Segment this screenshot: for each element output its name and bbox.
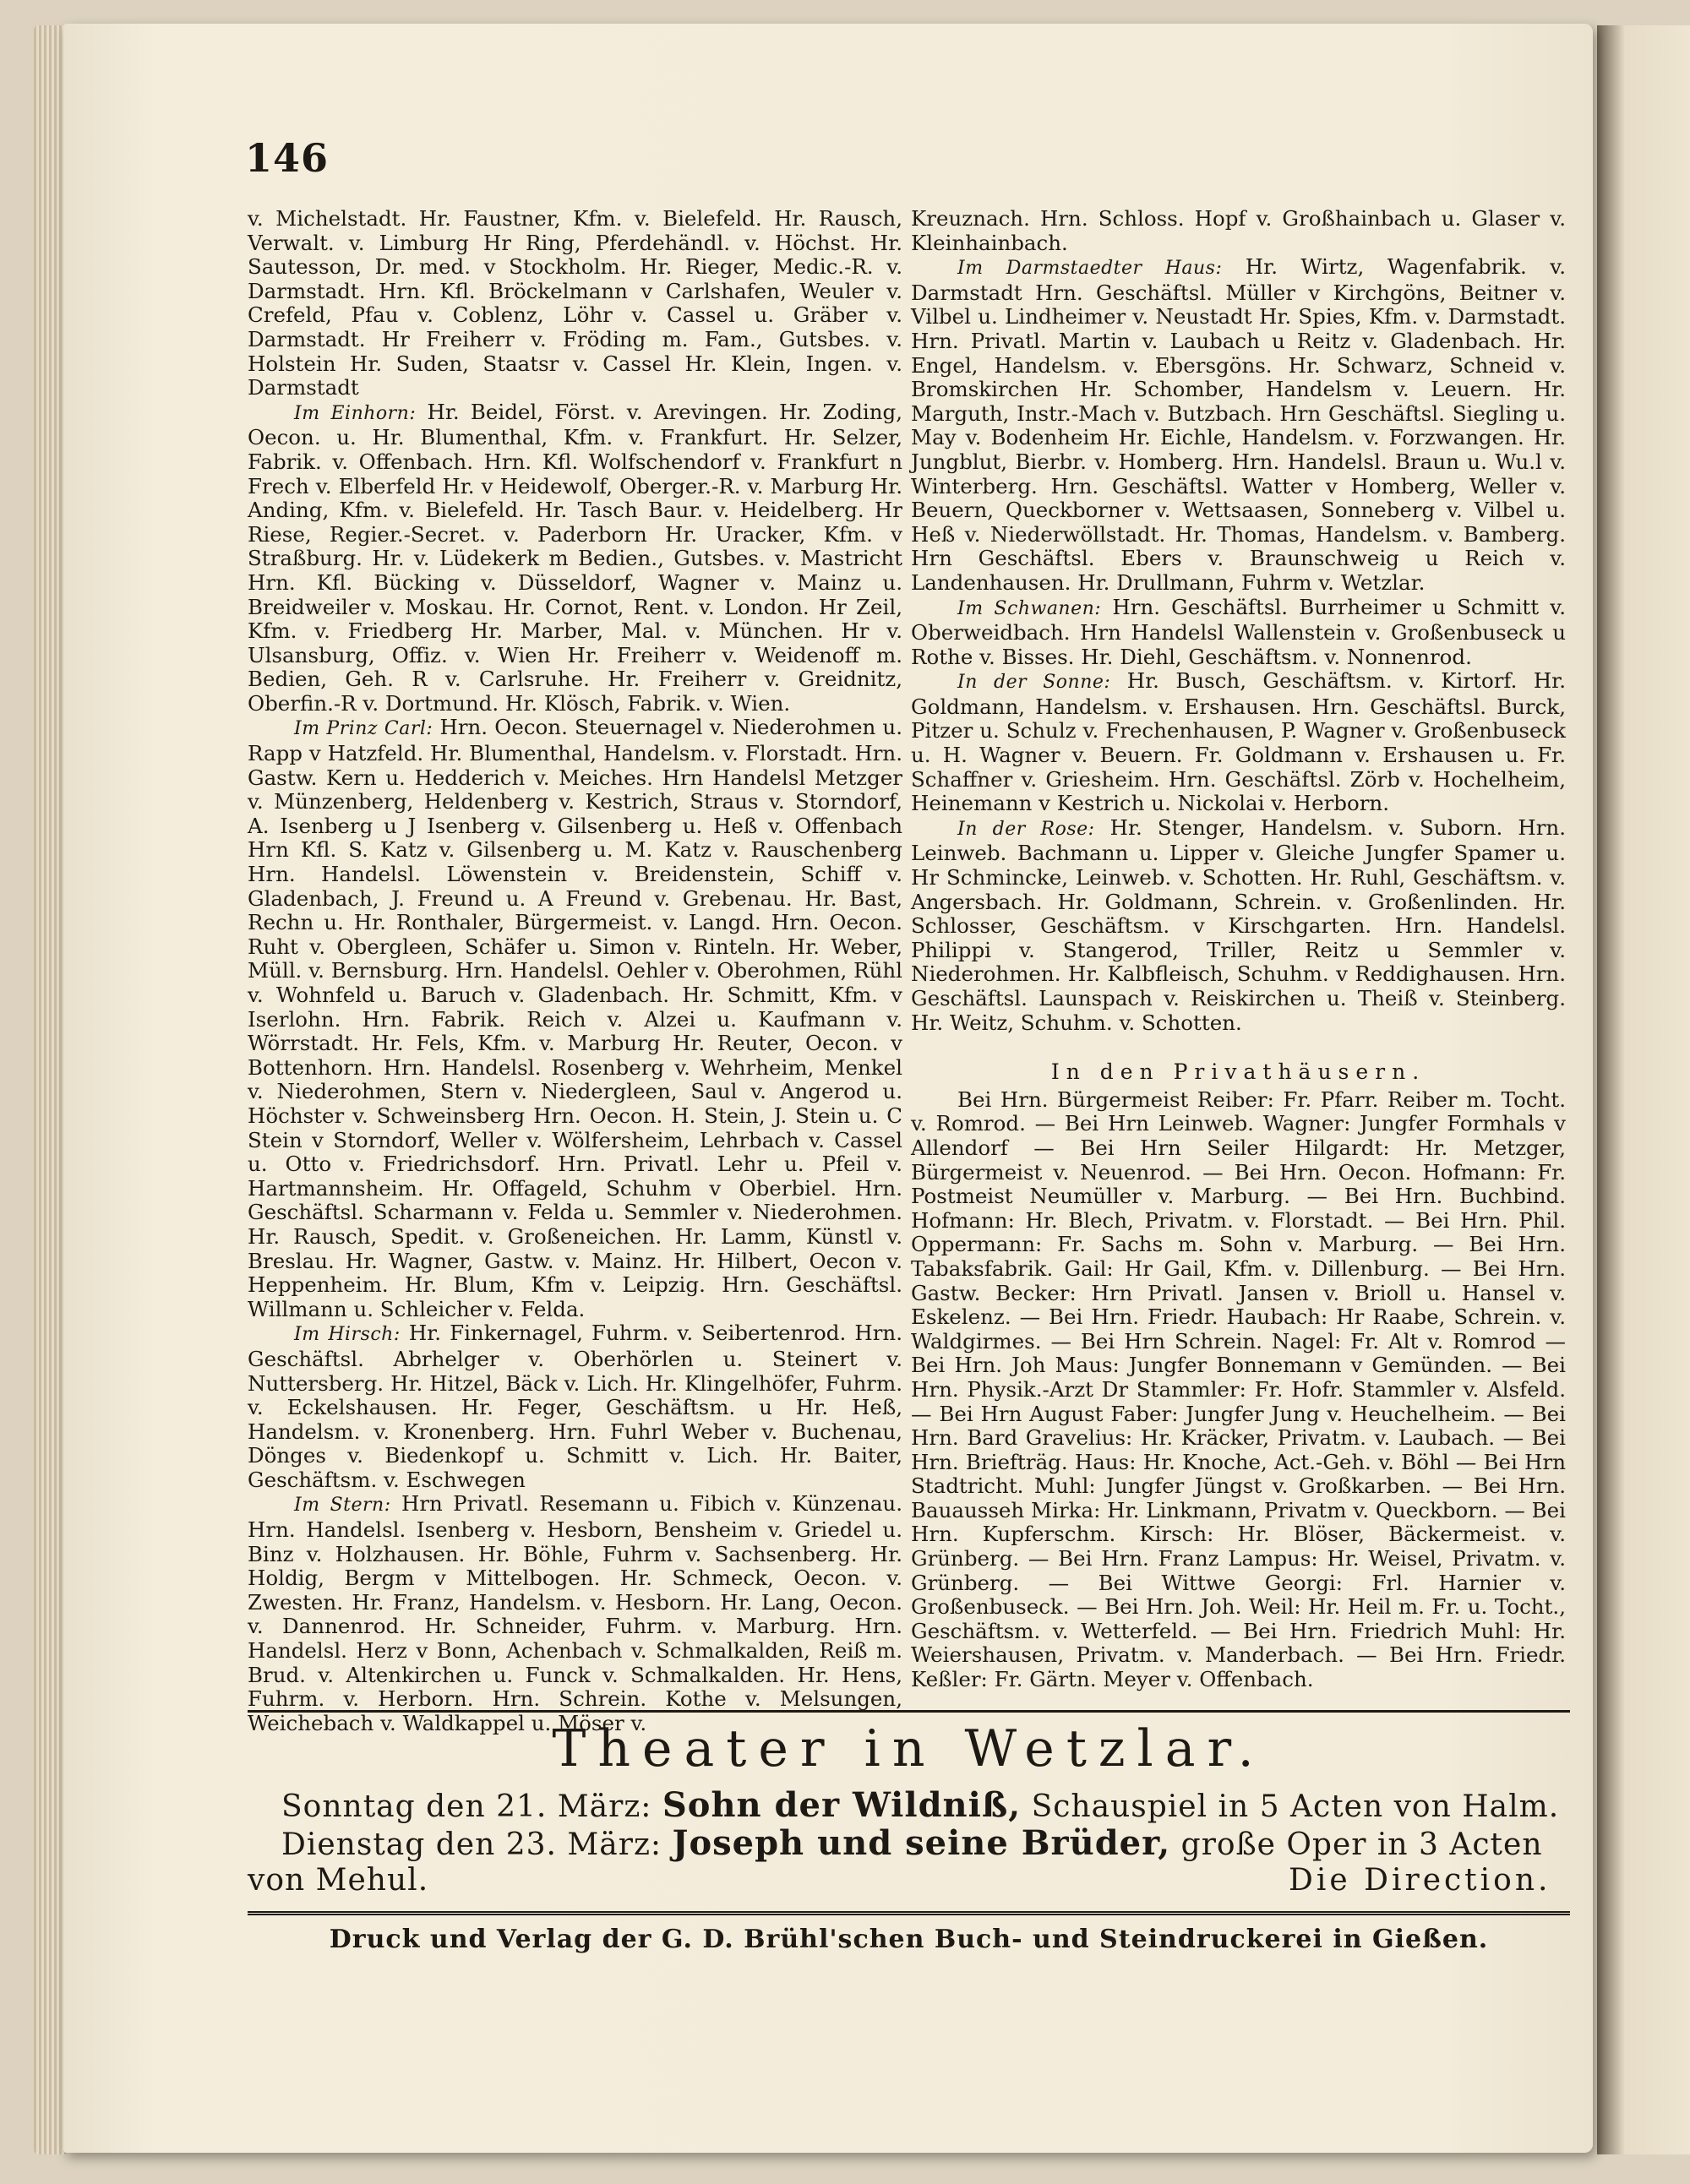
page-number: 146 bbox=[245, 135, 330, 181]
guest-entries: Hr. Wirtz, Wagenfabrik. v. Darmstadt Hrn. Geschäftsl. Müller v Kirchgöns, Beitner v. Vilbel u. Lindheimer v. Neustadt Hr. Spies, Kfm. v. Darmstadt. Hrn. Privatl. Martin v. Laubach u Reitz v. Gladenbach. Hr. Engel, Handelsm. v. Ebersgöns. Hr. Schwarz, Schneid v. Bromskirchen Hr. Schomber, Handelsm v. Leuern. Hr. Marguth, Instr.-Mach v. Butzbach. Hrn Geschäftsl. Siegling u. May v. Bodenheim Hr. Eichle, Handelsm. v. Forzwangen. Hr. Jungblut, Bierbr. v. Homberg. Hrn. Handelsl. Braun u. Wu.l v. Winterberg. Hrn. Geschäftsl. Watter v Homberg, Weller v. Beuern, Queckborner v. Wettsaasen, Sonneberg v. Vilbel u. Heß v. Niederwöllstadt. Hr. Thomas, Handelsm. v. Bamberg. Hrn Geschäftsl. Ebers v. Braunschweig u Reich v. Landenhausen. Hr. Drullmann, Fuhrm v. Wetzlar. bbox=[911, 254, 1567, 595]
play-description: Schauspiel in 5 Acten von Halm. bbox=[1031, 1789, 1560, 1824]
play-description: große Oper in 3 Acten bbox=[1180, 1827, 1543, 1862]
guest-entries: Hr. Stenger, Handelsm. v. Suborn. Hrn. Leinweb. Bachmann u. Lipper v. Gleiche Jungfer Spamer u. Hr Schmincke, Leinweb. v. Schotten. Hr. Ruhl, Geschäftsm. v. Angersbach. Hr. Goldmann, Schrein. v. Großenlinden. Hr. Schlosser, Geschäftsm. v Kirschgarten. Hrn. Handelsl. Philippi v. Stangerod, Triller, Reitz u Semmler v. Niederohmen. Hr. Kalbfleisch, Schuhm. v Reddighausen. Hrn. Geschäftsl. Launspach v. Reiskirchen u. Theiß v. Steinberg. Hr. Weitz, Schuhm. v. Schotten. bbox=[911, 814, 1566, 1035]
hotel-name: Im Einhorn: bbox=[294, 402, 417, 424]
private-houses-heading: In den Privathäusern. bbox=[1050, 1059, 1426, 1085]
facing-page-edge bbox=[1597, 25, 1690, 2154]
book-page-edges bbox=[34, 25, 68, 2154]
performance-date: Sonntag den 21. März: bbox=[281, 1789, 652, 1824]
private-houses-list: Bei Hrn. Bürgermeist Reiber: Fr. Pfarr. Reiber m. Tocht. v. Romrod. — Bei Hrn Leinweb. Wagner: Jungfer Formhals v Allendorf — Bei Hrn Seiler Hilgardt: Hr. Metzger, Bürgermeist v. Neuenrod. — Bei Hrn. Oecon. Hofmann: Fr. Postmeist Neumüller v. Marburg. — Bei Hrn. Buchbind. Hofmann: Hr. Blech, Privatm. v. Florstadt. — Bei Hrn. Phil. Oppermann: Fr. Sachs m. Sohn v. Marburg. — Bei Hrn. Tabaksfabrik. Gail: Hr Gail, Kfm. v. Dillenburg. — Bei Hrn. Gastw. Becker: Hrn Privatl. Jansen v. Brioll u. Hansel v. Eskelenz. — Bei Hrn. Friedr. Haubach: Hr Raabe, Schrein. v. Waldgirmes. — Bei Hrn Schrein. Nagel: Fr. Alt v. Romrod — Bei Hrn. Joh Maus: Jungfer Bonnemann v Gemünden. — Bei Hrn. Physik.-Arzt Dr Stammler: Fr. Hofr. Stammler v. Alsfeld. — Bei Hrn August Faber: Jungfer Jung v. Heuchelheim. — Bei Hrn. Bard Gravelius: Hr. Kräcker, Privatm. v. Laubach. — Bei Hrn. Briefträg. Haus: Hr. Knoche, Act.-Geh. v. Böhl — Bei Hrn Stadtricht. Muhl: Jungfer Jüngst v. Großkarben. — Bei Hrn. Bauausseh Mirka: Hr. Linkmann, Privatm v. Queckborn. — Bei Hrn. Kupferschm. Kirsch: Hr. Blöser, Bäckermeist. v. Grünberg. — Bei Hrn. Franz Lampus: Hr. Weisel, Privatm. v. Grünberg. — Bei Wittwe Georgi: Frl. Harnier v. Großenbuseck. — Bei Hrn. Joh. Weil: Hr. Heil m. Fr. u. Tocht., Geschäftsm. v. Wetterfeld. — Bei Hrn. Friedrich Muhl: Hr. Weiershausen, Privatm. v. Manderbach. — Bei Hrn. Friedr. Keßler: Fr. Gärtn. Meyer v. Offenbach. bbox=[911, 1087, 1566, 1692]
play-title: Sohn der Wildniß, bbox=[662, 1785, 1022, 1825]
hotel-guest-list bbox=[911, 255, 1566, 595]
hotel-guest-list bbox=[911, 816, 1566, 1035]
performance-date: Dienstag den 23. März: bbox=[281, 1827, 662, 1862]
printer-imprint: Druck und Verlag der G. D. Brühl'schen Buch- und Steindruckerei in Gießen. bbox=[329, 1925, 1489, 1954]
hotel-name: In der Rose: bbox=[957, 818, 1095, 840]
hotel-name: Im Prinz Carl: bbox=[294, 718, 433, 740]
hotel-name: Im Stern: bbox=[294, 1495, 391, 1517]
guest-entries: Hrn. Geschäftsl. Burrheimer u Schmitt v. Oberweidbach. Hrn Handelsl Wallenstein v. Großenbuseck u Rothe v. Bisses. Hr. Diehl, Geschäftsm. v. Nonnenrod. bbox=[911, 594, 1566, 669]
hotel-guest-list bbox=[248, 1321, 902, 1492]
direction-signature: Die Direction. bbox=[1289, 1863, 1551, 1898]
left-column bbox=[248, 207, 902, 1735]
theater-title: Theater in Wetzlar. bbox=[552, 1719, 1266, 1778]
right-column bbox=[911, 207, 1566, 1692]
guest-entries: Hrn. Oecon. Steuernagel v. Niederohmen u. Rapp v Hatzfeld. Hr. Blumenthal, Handelsm. v. Florstadt. Hrn. Gastw. Kern u. Hedderich v. Meiches. Hrn Handelsl Metzger v. Münzenberg, Heldenberg v. Kestrich, Straus v. Storndorf, A. Isenberg u J Isenberg v. Gilsenberg u. Heß v. Offenbach Hrn Kfl. S. Katz v. Gilsenberg u. M. Katz v. Rauschenberg Hrn. Handelsl. Löwenstein v. Breidenstein, Schiff v. Gladenbach, J. Freund u. A Freund v. Grebenau. Hr. Bast, Rechn u. Hr. Ronthaler, Bürgermeist. v. Langd. Hrn. Oecon. Ruht v. Obergleen, Schäfer u. Simon v. Rinteln. Hr. Weber, Müll. v. Bernsburg. Hrn. Handelsl. Oehler v. Oberohmen, Rühl v. Wohnfeld u. Baruch v. Gladenbach. Hr. Schmitt, Kfm. v Iserlohn. Hrn. Fabrik. Reich v. Alzei u. Kaufmann v. Wörrstadt. Hr. Fels, Kfm. v. Marburg Hr. Reuter, Oecon. v Bottenhorn. Hrn. Handelsl. Rosenberg v. Wehrheim, Menkel v. Niederohmen, Stern v. Niedergleen, Saul v. Angerod u. Höchster v. Schweinsberg Hrn. Oecon. H. Stein, J. Stein u. C Stein v Storndorf, Weller v. Wölfersheim, Lehrbach v. Cassel u. Otto v. Friedrichsdorf. Hrn. Privatl. Lehr u. Pfeil v. Hartmannsheim. Hr. Offageld, Schuhm v Oberbiel. Hrn. Geschäftsl. Scharmann v. Felda u. Semmler v. Niederohmen. Hr. Rausch, Spedit. v. Großeneichen. Hr. Lamm, Künstl v. Breslau. Hr. Wagner, Gastw. v. Mainz. Hr. Hilbert, Oecon v. Heppenheim. Hr. Blum, Kfm v. Leipzig. Hrn. Geschäftsl. Willmann u. Schleicher v. Felda. bbox=[248, 715, 902, 1321]
continued-guest-entries: v. Michelstadt. Hr. Faustner, Kfm. v. Bielefeld. Hr. Rausch, Verwalt. v. Limburg Hr Ring, Pferdehändl. v. Höchst. Hr. Sautesson, Dr. med. v Stockholm. Hr. Rieger, Medic.-R. v. Darmstadt. Hrn. Kfl. Bröckelmann v Carlshafen, Weuler v. Crefeld, Pfau v. Coblenz, Löhr v. Cassel u. Gräber v. Darmstadt. Hr Freiherr v. Fröding m. Fam., Gutsbes. v. Holstein Hr. Suden, Staatsr v. Cassel Hr. Klein, Ingen. v. Darmstadt bbox=[248, 206, 902, 400]
hotel-guest-list bbox=[248, 400, 902, 716]
hotel-name: In der Sonne: bbox=[957, 672, 1111, 694]
hotel-guest-list bbox=[248, 1492, 902, 1735]
continued-guest-entries: Kreuznach. Hrn. Schloss. Hopf v. Großhainbach u. Glaser v. Kleinhainbach. bbox=[911, 206, 1566, 255]
theater-top-rule bbox=[248, 1710, 1570, 1713]
composer-line: von Mehul. bbox=[248, 1863, 429, 1898]
hotel-guest-list bbox=[248, 716, 902, 1321]
hotel-guest-list bbox=[911, 669, 1566, 816]
hotel-name: Im Darmstaedter Haus: bbox=[957, 258, 1223, 280]
performance-tuesday bbox=[281, 1825, 1570, 1864]
play-title: Joseph und seine Brüder, bbox=[672, 1823, 1171, 1863]
hotel-name: Im Schwanen: bbox=[957, 597, 1102, 619]
performance-sunday bbox=[281, 1787, 1570, 1826]
imprint-rule bbox=[248, 1911, 1570, 1915]
guest-entries: Hr. Finkernagel, Fuhrm. v. Seibertenrod. Hrn. Geschäftsl. Abrhelger v. Oberhörlen u. Steinert v. Nuttersberg. Hr. Hitzel, Bäck v. Lich. Hr. Klingelhöfer, Fuhrm. v. Eckelshausen. Hr. Feger, Geschäftsm. u Hr. Heß, Handelsm. v. Kronenberg. Hrn. Fuhrl Weber v. Buchenau, Dönges v. Biedenkopf u. Schmitt v. Lich. Hr. Baiter, Geschäftsm. v. Eschwegen bbox=[248, 1321, 902, 1492]
guest-entries: Hr. Busch, Geschäftsm. v. Kirtorf. Hr. Goldmann, Handelsm. v. Ershausen. Hrn. Geschäftsl. Burck, Pitzer u. Schulz v. Frechenhausen, P. Wagner v. Großenbuseck u. H. Wagner v. Beuern. Fr. Goldmann v. Ershausen u. Fr. Schaffner v. Griesheim. Hrn. Geschäftsl. Zörb v. Hochelheim, Heinemann v Kestrich u. Nickolai v. Herborn. bbox=[911, 668, 1566, 816]
hotel-guest-list bbox=[911, 596, 1566, 670]
hotel-name: Im Hirsch: bbox=[294, 1324, 401, 1346]
guest-entries: Hrn Privatl. Resemann u. Fibich v. Künzenau. Hrn. Handelsl. Isenberg v. Hesborn, Bensheim v. Griedel u. Binz v. Holzhausen. Hr. Böhle, Fuhrm v. Sachsenberg. Hr. Holdig, Bergm v Mittelbogen. Hr. Schmeck, Oecon. v. Zwesten. Hr. Franz, Handelsm. v. Hesborn. Hr. Lang, Oecon. v. Dannenrod. Hr. Schneider, Fuhrm. v. Marburg. Hrn. Handelsl. Herz v Bonn, Achenbach v. Schmalkalden, Reiß m. Brud. v. Altenkirchen u. Funck v. Schmalkalden. Hr. Hens, Fuhrm. v. Herborn. Hrn. Schrein. Kothe v. Melsungen, Weichebach v. Waldkappel u. Möser v. bbox=[248, 1491, 903, 1735]
guest-entries: Hr. Beidel, Först. v. Arevingen. Hr. Zoding, Oecon. u. Hr. Blumenthal, Kfm. v. Frankfurt. Hr. Selzer, Fabrik. v. Offenbach. Hrn. Kfl. Wolfschendorf v. Frankfurt n Frech v. Elberfeld Hr. v Heidewolf, Oberger.-R. v. Marburg Hr. Anding, Kfm. v. Bielefeld. Hr. Tasch Baur. v. Heidelberg. Hr Riese, Regier.-Secret. v. Paderborn Hr. Uracker, Kfm. v Straßburg. Hr. v. Lüdekerk m Bedien., Gutsbes. v. Mastricht Hrn. Kfl. Bücking v. Düsseldorf, Wagner v. Mainz u. Breidweiler v. Moskau. Hr. Cornot, Rent. v. London. Hr Zeil, Kfm. v. Friedberg Hr. Marber, Mal. v. München. Hr v. Ulsansburg, Offiz. v. Wien Hr. Freiherr v. Weidenoff m. Bedien, Geh. R v. Carlsruhe. Hr. Freiherr v. Greidnitz, Oberfin.-R v. Dortmund. Hr. Klösch, Fabrik. v. Wien. bbox=[248, 399, 902, 716]
